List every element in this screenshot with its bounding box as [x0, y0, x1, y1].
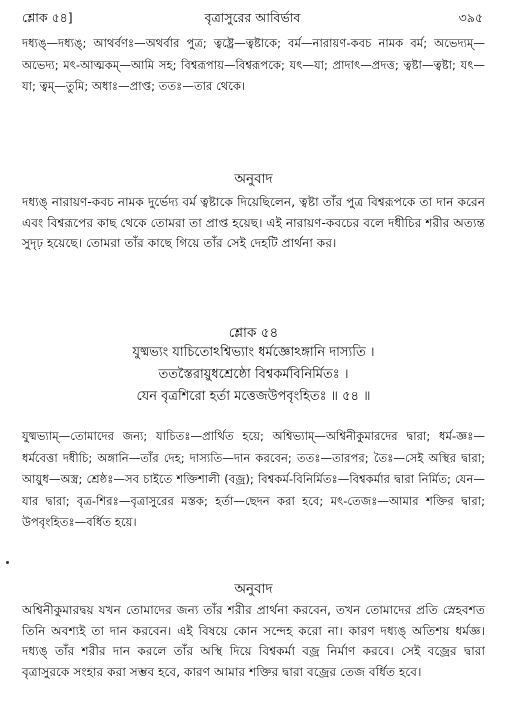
translation-text-1: দধ্যঙ্ নারায়ণ-কবচ নামক দুর্ভেদ্য বর্ম ত্বষ্টাকে দিয়েছিলেন, ত্বষ্টা তাঁর পুত্র বিশ্বরূপকে তা দান করেন এবং বিশ্বরূপের কাছ থেকে তোমরা তা প্রাপ্ত হয়েছ। এই নারায়ণ-কবচের বলে দধীচির শরীর অত্যন্ত সুদৃঢ় হয়েছে। তোমরা তাঁর কাছে গিয়ে তাঁর সেই দেহটি প্রার্থনা কর। — [22, 195, 485, 250]
synonyms-section-1: দধ্যঙ্—দধ্যঙ্; আথর্বণঃ—অথর্বার পুত্র; ত্বষ্ট্রে—ত্বষ্টাকে; বর্ম—নারায়ণ-কবচ নামক বর্ম; অভেদ্যম্—অভেদ্য; মৎ-আত্মকম্—আমি সহ; বিশ্বরূপায়—বিশ্বরূপকে; যৎ—যা; প্রাদাৎ—প্রদত্ত; ত্বষ্টা—ত্বষ্টা; যৎ—যা; ত্বম্—তুমি; অধাঃ—প্রাপ্ত; ততঃ—তার থেকে। — [22, 36, 485, 93]
sanskrit-verse — [22, 342, 485, 408]
translation-heading-2: অনুবাদ — [234, 581, 273, 597]
verse-line-3: যেন বৃত্রশিরো হর্তা মত্তেজউপবৃংহিতঃ ॥ ৫৪ ॥ — [136, 389, 371, 404]
verse-heading: শ্লোক ৫৪ — [228, 325, 279, 341]
verse-reference: শ্লোক ৫৪] — [22, 10, 73, 25]
verse-line-2: ততস্তৈরায়ুধশ্রেষ্ঠো বিশ্বকর্মবিনির্মিতঃ । — [158, 367, 349, 382]
verse-line-1: যুষ্মভ্যং যাচিতোঽশ্বিভ্যাং ধর্মজ্ঞোঽঙ্গানি দাস্যতি । — [132, 345, 375, 360]
page-number: ৩৯৫ — [458, 10, 483, 25]
translation-heading-1: অনুবাদ — [234, 171, 273, 187]
scan-speck — [6, 561, 9, 564]
synonyms-section-2: যুষ্মভ্যাম্—তোমাদের জন্য; যাচিতঃ—প্রার্থিত হয়ে; অশ্বিভ্যাম্—অশ্বিনীকুমারদের দ্বারা; ধর্ম-জ্ঞঃ—ধর্মবেত্তা দধীচি; অঙ্গানি—তাঁর দেহ; দাস্যতি—দান করবেন; ততঃ—তারপর; তৈঃ—সেই অস্থির দ্বারা; আয়ুধ—অস্ত্র; শ্রেষ্ঠঃ—সব চাইতে শক্তিশালী (বজ্র); বিশ্বকর্ম-বিনির্মিতঃ—বিশ্বকর্মার দ্বারা নির্মিত; যেন—যার দ্বারা; বৃত্র-শিরঃ—বৃত্রাসুরের মস্তক; হর্তা—ছেদন করা হবে; মৎ-তেজঃ—আমার শক্তির দ্বারা; উপবৃংহিতঃ—বর্ধিত হয়ে। — [22, 429, 485, 529]
translation-text-2: অশ্বিনীকুমারদ্বয় যখন তোমাদের জন্য তাঁর শরীর প্রার্থনা করবেন, তখন তোমাদের প্রতি স্নেহবশত তিনি অবশ্যই তা দান করবেন। এই বিষয়ে কোন সন্দেহ করো না। কারণ দধ্যঙ্ অতিশয় ধর্মজ্ঞ। দধ্যঙ্ তাঁর শরীর দান করলে তাঁর অস্থি দিয়ে বিশ্বকর্মা বজ্র নির্মাণ করবে। সেই বজ্রের দ্বারা বৃত্রাসুরকে সংহার করা সম্ভব হবে, কারণ আমার শক্তির দ্বারা বজ্রের তেজ বর্ধিত হবে। — [22, 603, 485, 679]
page-header — [22, 10, 483, 30]
chapter-title: বৃত্রাসুরের আবির্ভাব — [204, 10, 301, 25]
